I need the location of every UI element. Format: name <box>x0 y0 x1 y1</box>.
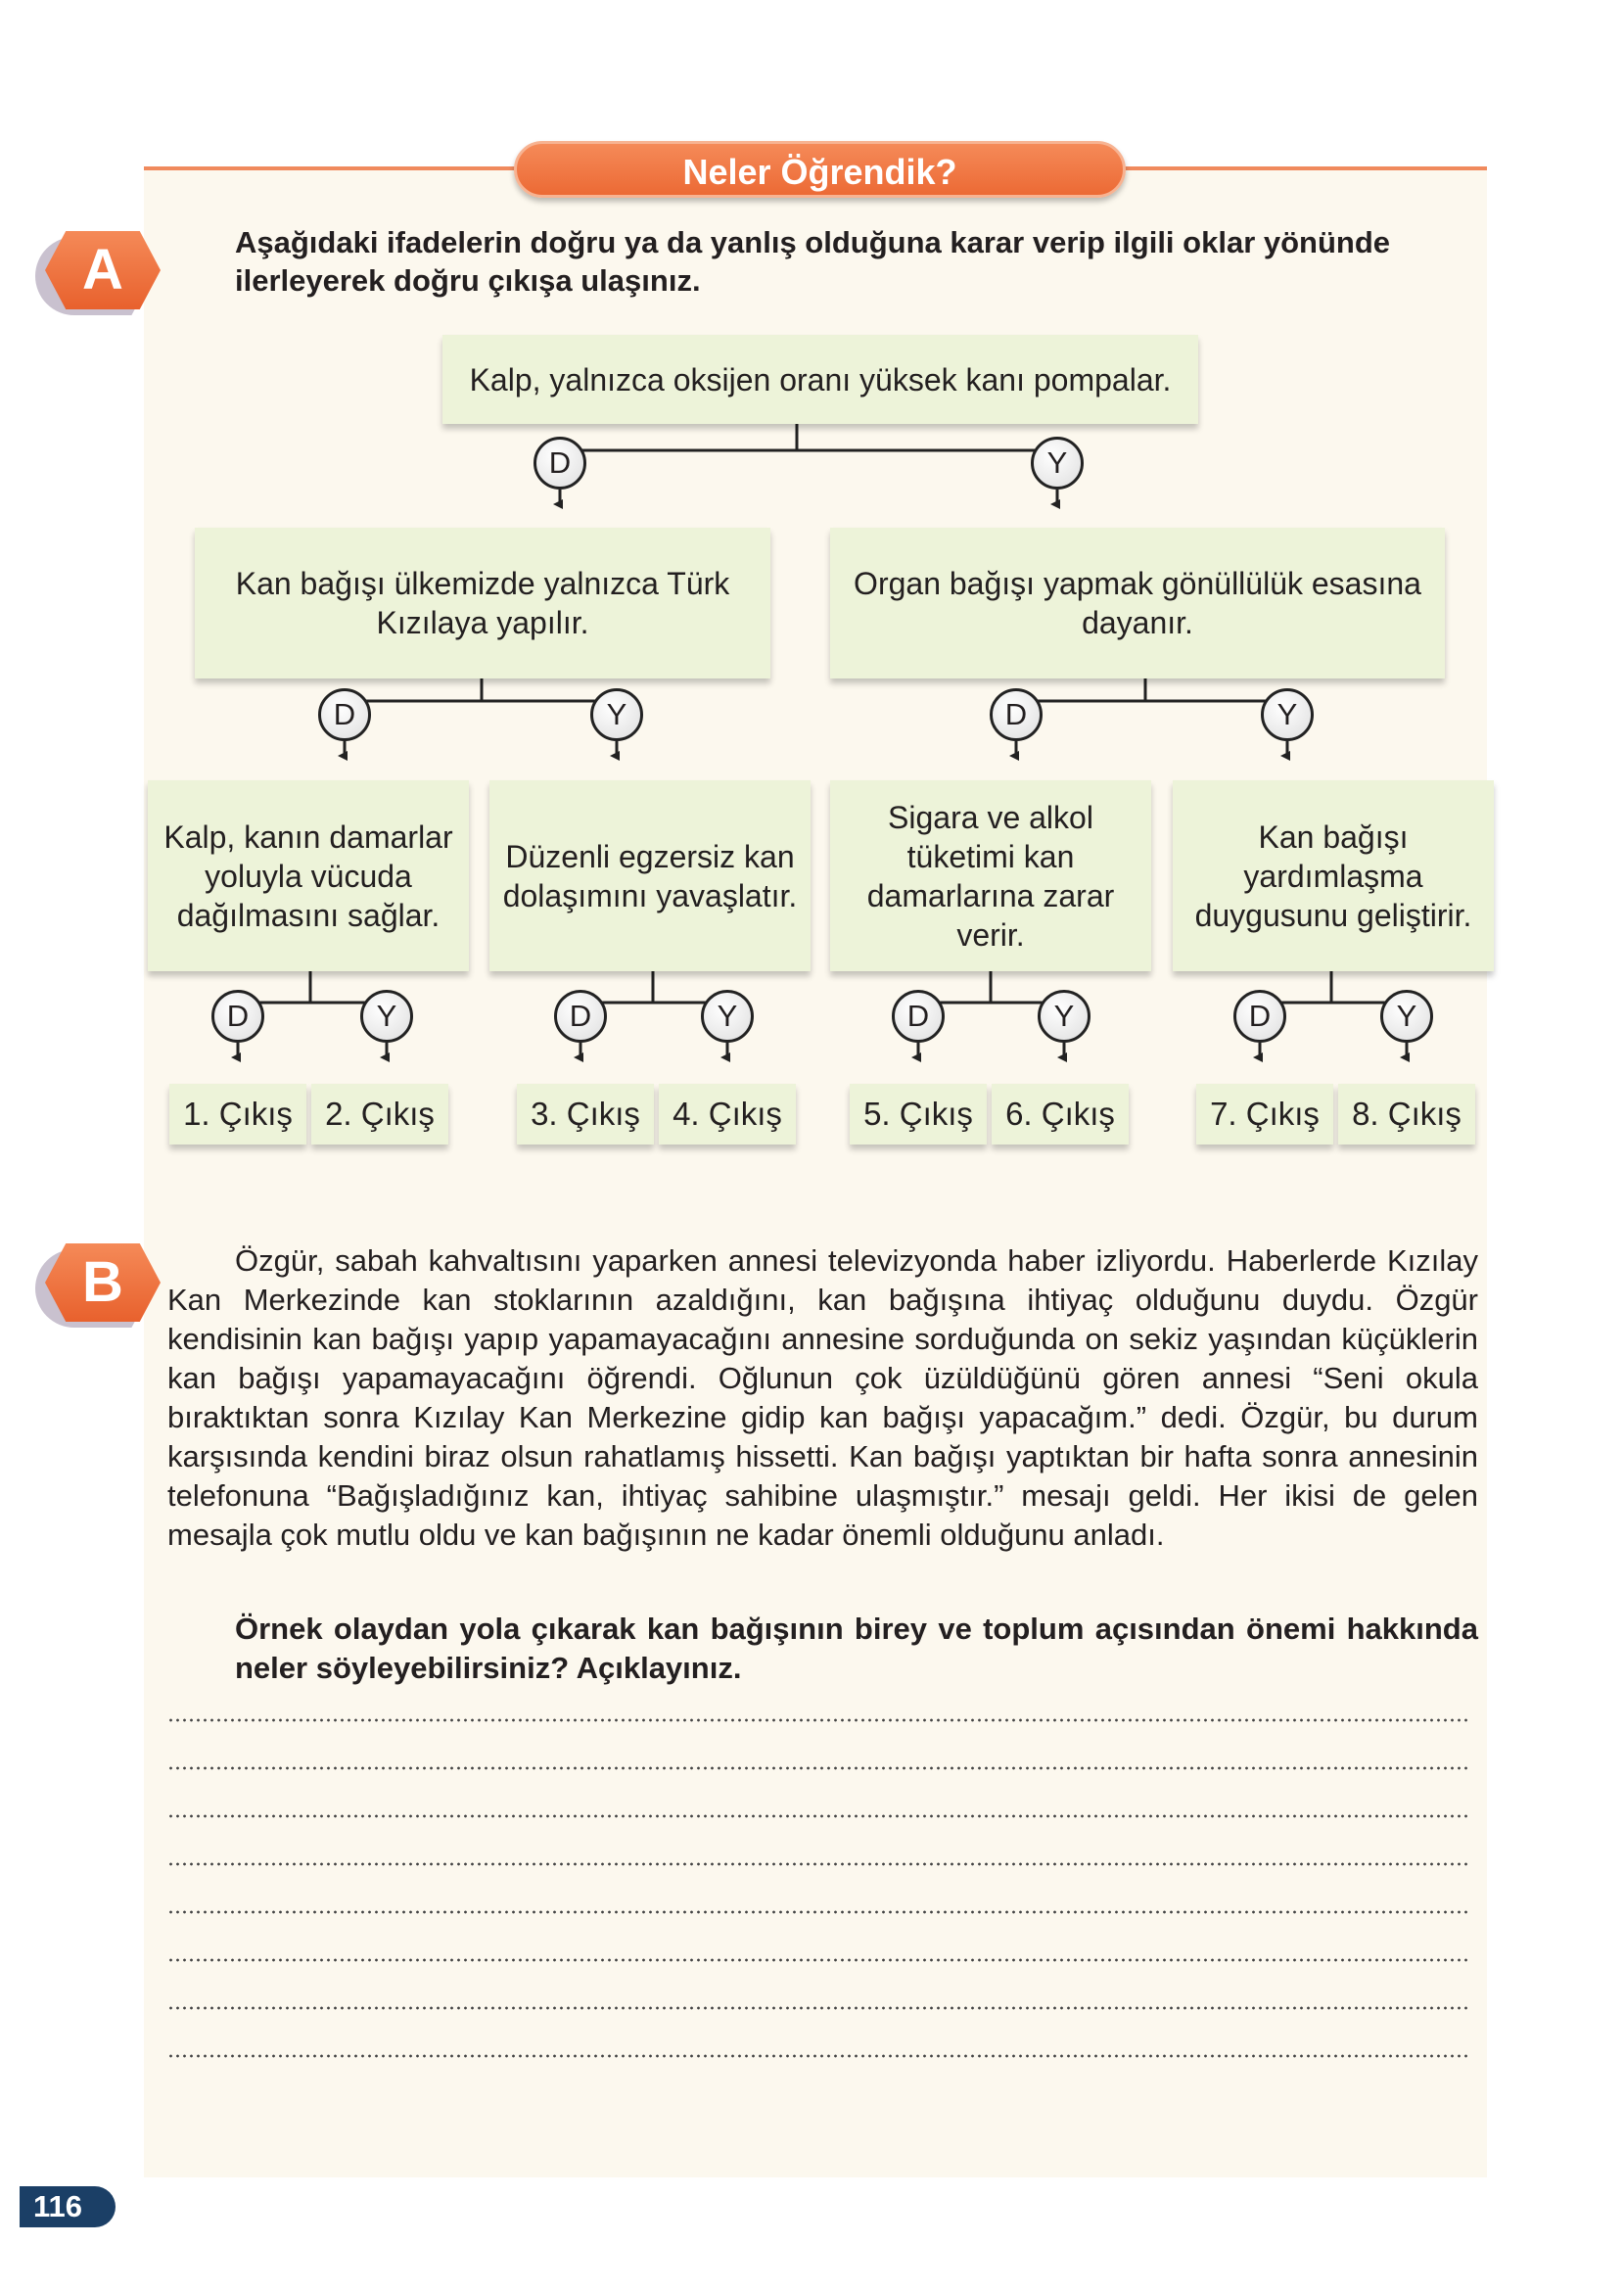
false-node: Y <box>590 688 643 741</box>
exit-3: 3. Çıkış <box>517 1084 654 1145</box>
true-node: D <box>554 990 607 1043</box>
true-node: D <box>990 688 1043 741</box>
statement-level3-2: Düzenli egzersiz kan dolaşımını yavaşlatır. <box>489 780 811 971</box>
section-a-instruction: Aşağıdaki ifadelerin doğru ya da yanlış olduğuna karar verip ilgili oklar yönünde ilerleyerek doğru çıkışa ulaşınız. <box>235 225 1391 298</box>
false-node: Y <box>701 990 754 1043</box>
statement-level3-3: Sigara ve alkol tüketimi kan damarlarına zarar verir. <box>830 780 1151 971</box>
statement-level2-1: Kan bağışı ülkemizde yalnızca Türk Kızılaya yapılır. <box>195 528 770 678</box>
statement-level2-2: Organ bağışı yapmak gönüllülük esasına dayanır. <box>830 528 1445 678</box>
false-node: Y <box>1380 990 1433 1043</box>
answer-line[interactable] <box>167 1814 1469 1818</box>
answer-line[interactable] <box>167 1958 1469 1962</box>
section-b-badge <box>35 1243 162 1322</box>
answer-line[interactable] <box>167 2006 1469 2010</box>
exit-2: 2. Çıkış <box>311 1084 448 1145</box>
false-node: Y <box>1038 990 1090 1043</box>
true-node: D <box>318 688 371 741</box>
section-b-letter: B <box>82 1250 123 1314</box>
exit-8: 8. Çıkış <box>1338 1084 1475 1145</box>
false-node: Y <box>1031 437 1084 490</box>
section-b-story <box>167 1241 1478 1555</box>
true-node: D <box>211 990 264 1043</box>
answer-line[interactable] <box>167 1766 1469 1770</box>
statement-level3-4: Kan bağışı yardımlaşma duygusunu geliştirir. <box>1173 780 1494 971</box>
true-node: D <box>892 990 945 1043</box>
exit-6: 6. Çıkış <box>992 1084 1129 1145</box>
section-b-question: Örnek olaydan yola çıkarak kan bağışının birey ve toplum açısından önemi hakkında neler söyleyebilirsiniz? Açıklayınız. <box>235 1612 1478 1685</box>
exit-4: 4. Çıkış <box>659 1084 796 1145</box>
true-node: D <box>534 437 586 490</box>
section-a-letter: A <box>82 238 123 302</box>
exit-5: 5. Çıkış <box>850 1084 987 1145</box>
answer-line[interactable] <box>167 1910 1469 1914</box>
false-node: Y <box>360 990 413 1043</box>
false-node: Y <box>1261 688 1314 741</box>
page-number: 116 <box>20 2186 116 2227</box>
exit-7: 7. Çıkış <box>1196 1084 1333 1145</box>
statement-level3-1: Kalp, kanın damarlar yoluyla vücuda dağılmasını sağlar. <box>148 780 469 971</box>
root-statement: Kalp, yalnızca oksijen oranı yüksek kanı pompalar. <box>442 335 1198 424</box>
exit-1: 1. Çıkış <box>169 1084 306 1145</box>
answer-line[interactable] <box>167 1718 1469 1722</box>
answer-line[interactable] <box>167 2054 1469 2058</box>
page-title: Neler Öğrendik? <box>514 141 1126 198</box>
true-node: D <box>1233 990 1286 1043</box>
answer-line[interactable] <box>167 1862 1469 1866</box>
story-paragraph: Özgür, sabah kahvaltısını yaparken annesi televizyonda haber izliyordu. Haberlerde Kızılay Kan Merkezinde kan stoklarının azaldığını, kan bağışına ihtiyaç olduğunu duydu. Özgür kendisinin kan bağışı yapıp yapamayacağını annesine sorduğunda on sekiz yaşından küçüklerin kan bağışı yapamayacağını öğrendi. Oğlunun çok üzüldüğünü gören annesi “Seni okula bıraktıktan sonra Kızılay Kan Merkezine gidip kan bağışı yapacağım.” dedi. Özgür, bu durum karşısında kendini biraz olsun rahatlamış hissetti. Kan bağışı yaptıktan bir hafta sonra annesinin telefonuna “Bağışladığınız kan, ihtiyaç sahibine ulaşmıştır.” mesajı geldi. Her ikisi de gelen mesajla çok mutlu oldu ve kan bağışının ne kadar önemli olduğunu anladı. <box>167 1243 1478 1552</box>
